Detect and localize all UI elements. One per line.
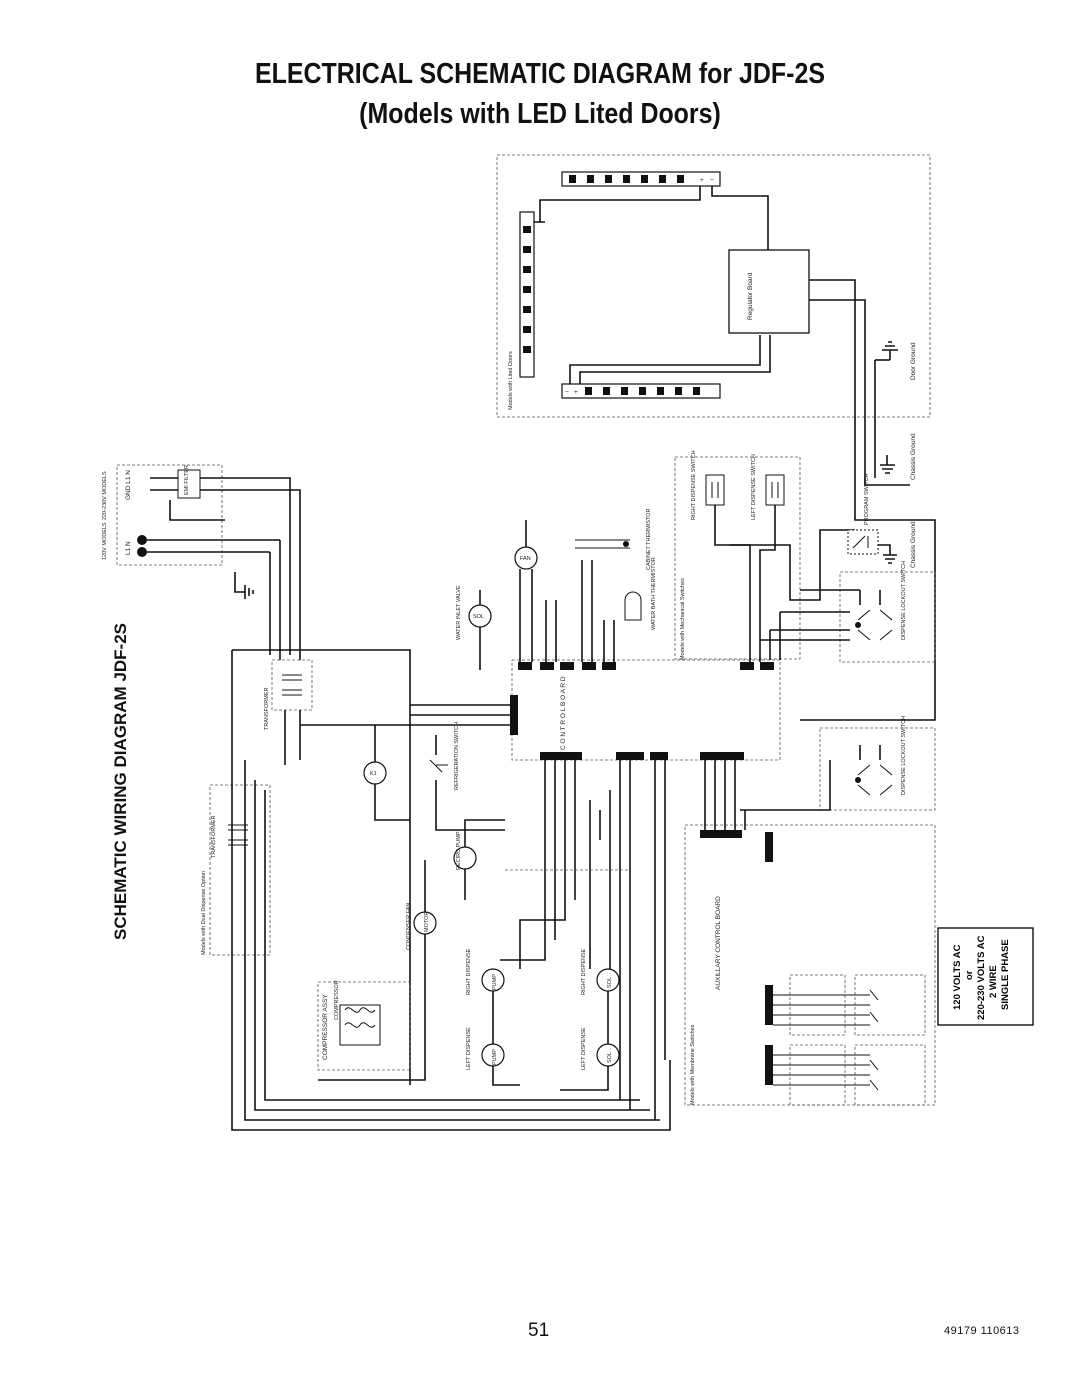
page-title: ELECTRICAL SCHEMATIC DIAGRAM for JDF-2S [255, 58, 825, 90]
compressor-label: COMPRESSOR [334, 980, 340, 1020]
aux-control-board-label: AUXILLARY CONTROL BOARD [715, 896, 722, 990]
models-120-label: 120V MODELS [102, 522, 108, 560]
compressor-assy-box [318, 982, 410, 1070]
power-line4: 2 WIRE [988, 965, 999, 998]
chassis-ground-label-bottom: Chassis Ground [910, 521, 917, 568]
membrane-switch-label: Models with Membrane Switches [690, 1024, 696, 1105]
left-pump-label: PUMP [492, 1049, 498, 1065]
transformer-upper-label: TRANSFORMER [264, 687, 270, 730]
power-spec-text [952, 935, 1011, 1020]
water-bath-thermistor-label: WATER BATH THERMISTOR [651, 557, 657, 630]
left-dispense-switch-label: LEFT DISPENSE SWITCH [751, 454, 757, 520]
k1-relay [364, 762, 386, 784]
regulator-board-label: Regulator Board [747, 272, 754, 320]
lockout-upper-label: DISPENSE LOCKOUT SWITCH [901, 560, 907, 640]
lockout-switch-upper [855, 561, 907, 640]
chassis-ground-symbol-bottom [878, 545, 897, 563]
led-strip-top [562, 172, 720, 186]
program-switch-label: PROGRAM SWITCH [864, 473, 870, 525]
plug-pin-2 [137, 547, 147, 557]
water-bath-thermistor [625, 557, 657, 630]
chassis-ground-symbol-top [880, 455, 895, 473]
right-dispense-sol [581, 948, 619, 995]
control-board-label: C O N T R O L B O A R D [560, 676, 567, 750]
water-inlet-label: WATER INLET VALVE [456, 585, 462, 640]
emi-filter [178, 465, 200, 498]
right-dispense-switch-label: RIGHT DISPENSE SWITCH [691, 450, 697, 520]
transformer-lower-label: TRANSFORMER [211, 815, 217, 858]
transformer-lower [211, 816, 248, 859]
led-strip-bottom [562, 384, 720, 398]
door-ground-symbol [882, 342, 898, 360]
power-line1: 120 VOLTS AC [952, 944, 963, 1010]
sol-label-1: SOL [473, 614, 485, 620]
left-sol-label: SOL [607, 1051, 613, 1063]
cabinet-thermistor [575, 509, 652, 570]
condenser-fan-label: CONDENSER FAN [406, 902, 412, 950]
left-dispense-pump-label: LEFT DISPENSE [466, 1027, 472, 1070]
k1-label: K1 [370, 771, 377, 777]
fan-label: FAN [520, 556, 531, 562]
led-section-label: Models with Lited Doors [508, 351, 514, 410]
ground-symbol-left [235, 572, 253, 599]
svg-text:−: − [565, 389, 569, 396]
transformer-upper [264, 660, 312, 730]
led-strip-vertical [520, 212, 534, 377]
gnd-l1-n-label: GND L1 N [125, 470, 132, 500]
emi-filter-label: EMI FILTER [184, 465, 190, 495]
right-pump-label: PUMP [492, 974, 498, 990]
fan-component [515, 547, 537, 569]
water-inlet-valve [456, 585, 491, 640]
left-dispense-sol-label: LEFT DISPENSE [581, 1027, 587, 1070]
right-dispense-pump-label: RIGHT DISPENSE [466, 948, 472, 995]
page-number: 51 [528, 1320, 550, 1341]
lockout-lower-label: DISPENSE LOCKOUT SWITCH [901, 715, 907, 795]
svg-text:−: − [710, 177, 714, 184]
recirc-pump-label: RECIRC PUMP [456, 831, 462, 870]
condenser-fan-motor [406, 903, 436, 950]
regulator-board [729, 250, 809, 333]
motor-label: MOTOR [424, 911, 430, 932]
lockout-switch-box-lower [820, 728, 935, 810]
aux-connectors [700, 830, 773, 1085]
right-dispense-pump [466, 948, 504, 995]
control-board [512, 660, 780, 760]
page-subtitle: (Models with LED Lited Doors) [359, 98, 721, 130]
compressor [334, 980, 380, 1045]
chassis-ground-label-top: Chassis Ground [910, 433, 917, 480]
power-line3: 220-230 VOLTS AC [976, 935, 987, 1020]
cabinet-thermistor-label: CABINET THERMISTOR [646, 508, 652, 570]
power-line2: or [964, 970, 975, 980]
lockout-switch-box-upper [840, 572, 935, 662]
side-title: SCHEMATIC WIRING DIAGRAM JDF-2S [111, 622, 130, 940]
refrigeration-switch [430, 722, 460, 790]
refrigeration-switch-label: REFRIGERATION SWITCH [454, 721, 460, 790]
right-sol-label: SOL [607, 976, 613, 988]
right-dispense-sol-label: RIGHT DISPENSE [581, 948, 587, 995]
door-ground-label: Door Ground [910, 342, 917, 380]
l1-n-label: L1 N [125, 541, 132, 555]
dual-dispense-box [210, 785, 270, 955]
dual-dispense-label: Models with Dual Dispense Option [201, 870, 207, 955]
left-dispense-switch [751, 454, 784, 520]
mech-switch-label: Models with Mechanical Switches [680, 578, 686, 660]
connector-left [510, 695, 518, 735]
models-220-label: 220-230V MODELS [102, 471, 108, 520]
compressor-assy-label: COMPRESSOR ASSY [322, 994, 329, 1060]
document-id: 49179 110613 [944, 1325, 1020, 1337]
left-dispense-sol [581, 1027, 619, 1070]
connectors-bottom [540, 752, 744, 760]
right-dispense-switch [691, 450, 724, 520]
membrane-switches [773, 975, 925, 1105]
left-dispense-pump [466, 1027, 504, 1070]
svg-text:+: + [574, 389, 578, 396]
power-line5: SINGLE PHASE [1000, 939, 1011, 1010]
svg-text:+: + [700, 177, 704, 184]
connectors-top [518, 662, 774, 670]
aux-board-box [685, 825, 935, 1105]
plug-pin-1 [137, 535, 147, 545]
